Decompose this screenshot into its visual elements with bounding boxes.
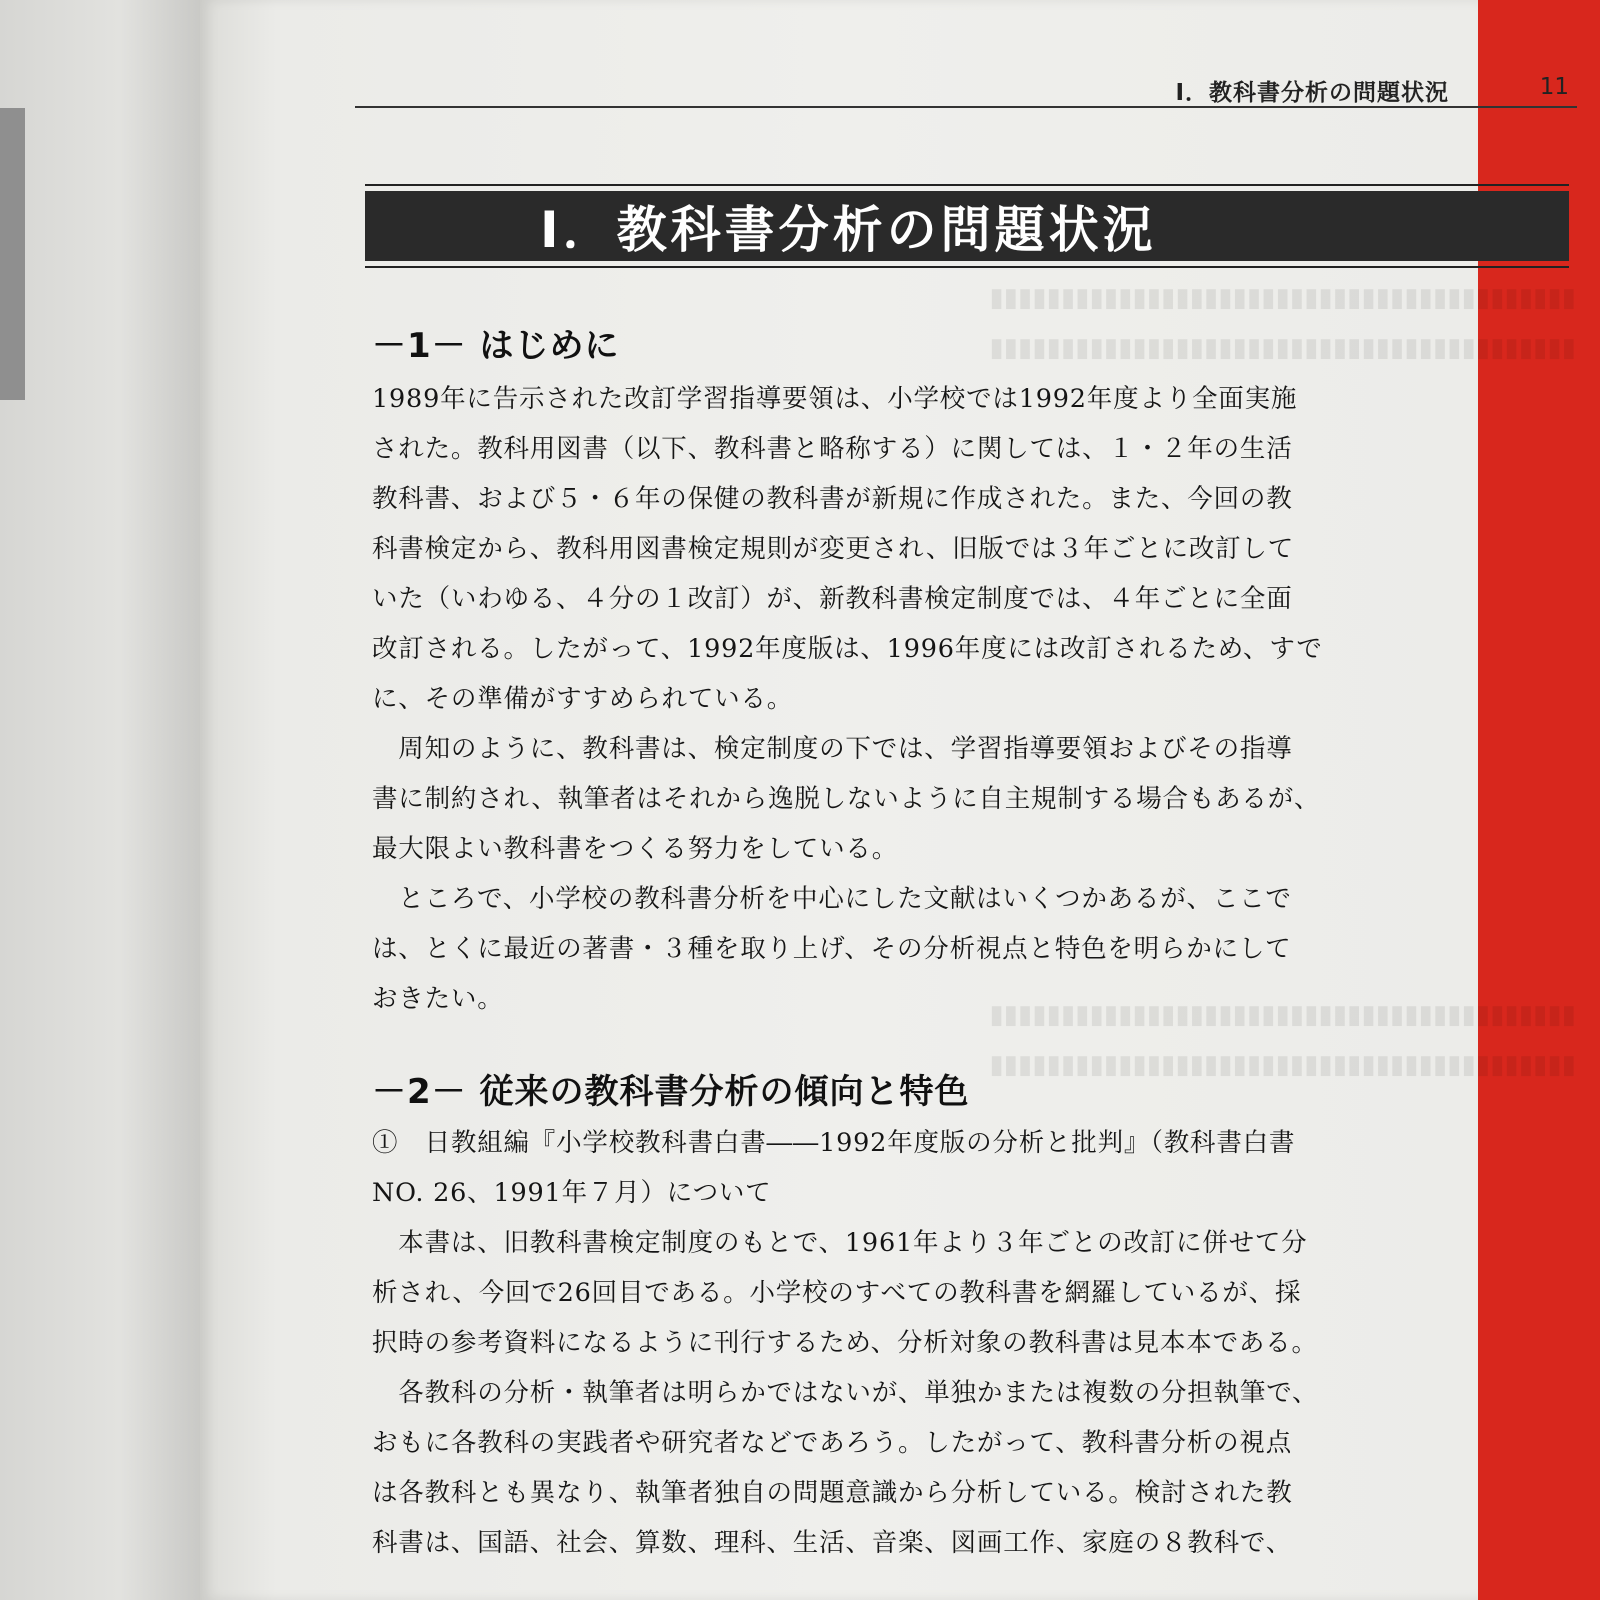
show-through-text: ▮▮▮▮▮▮▮▮▮▮▮▮▮▮▮▮▮▮▮▮▮▮▮▮▮▮▮▮▮▮▮▮▮▮▮▮▮▮▮▮▮	[989, 333, 1576, 363]
body-line: いた（いわゆる、４分の１改訂）が、新教科書検定制度では、４年ごとに全面	[372, 584, 1293, 614]
page-number: 11	[1539, 74, 1569, 100]
body-line: 改訂される。したがって、1992年度版は、1996年度には改訂されるため、すで	[372, 634, 1323, 664]
show-through-text: ▮▮▮▮▮▮▮▮▮▮▮▮▮▮▮▮▮▮▮▮▮▮▮▮▮▮▮▮▮▮▮▮▮▮▮▮▮▮▮▮▮	[989, 1050, 1576, 1080]
running-title: Ⅰ．教科書分析の問題状況	[1175, 80, 1449, 106]
body-line: 本書は、旧教科書検定制度のもとで、1961年より３年ごとの改訂に併せて分	[372, 1228, 1308, 1258]
body-line: 教科書、および５・６年の保健の教科書が新規に作成された。また、今回の教	[372, 484, 1293, 514]
body-line: 各教科の分析・執筆者は明らかではないが、単独かまたは複数の分担執筆で、	[372, 1378, 1319, 1408]
section-2-body	[372, 1118, 1570, 1568]
body-line: 析され、今回で26回目である。小学校のすべての教科書を網羅しているが、採	[372, 1278, 1302, 1308]
body-line: ① 日教組編『小学校教科書白書――1992年度版の分析と批判』（教科書白書	[372, 1128, 1296, 1158]
body-line: 択時の参考資料になるように刊行するため、分析対象の教科書は見本本である。	[372, 1328, 1318, 1358]
book-page	[200, 0, 1576, 1600]
show-through-text: ▮▮▮▮▮▮▮▮▮▮▮▮▮▮▮▮▮▮▮▮▮▮▮▮▮▮▮▮▮▮▮▮▮▮▮▮▮▮▮▮▮	[989, 283, 1576, 313]
body-line: 書に制約され、執筆者はそれから逸脱しないように自主規制する場合もあるが、	[372, 784, 1321, 814]
chapter-title-banner	[365, 184, 1569, 268]
body-line: 科書は、国語、社会、算数、理科、生活、音楽、図画工作、家庭の８教科で、	[372, 1528, 1292, 1558]
chapter-title: Ⅰ．教科書分析の問題状況	[540, 201, 1157, 259]
section-heading-2: －2－ 従来の教科書分析の傾向と特色	[372, 1072, 970, 1112]
body-line: おきたい。	[372, 984, 504, 1014]
body-line: ところで、小学校の教科書分析を中心にした文献はいくつかあるが、ここで	[372, 884, 1292, 914]
body-line: 最大限よい教科書をつくる努力をしている。	[372, 834, 899, 864]
body-line: 科書検定から、教科用図書検定規則が変更され、旧版では３年ごとに改訂して	[372, 534, 1295, 564]
body-line: は各教科とも異なり、執筆者独自の問題意識から分析している。検討された教	[372, 1478, 1293, 1508]
body-line: おもに各教科の実践者や研究者などであろう。したがって、教科書分析の視点	[372, 1428, 1292, 1458]
body-line: された。教科用図書（以下、教科書と略称する）に関しては、１・２年の生活	[372, 434, 1293, 464]
body-line: に、その準備がすすめられている。	[372, 684, 794, 714]
section-heading-1: －1－ はじめに	[372, 326, 620, 366]
section-1-body	[372, 374, 1570, 1024]
body-line: 周知のように、教科書は、検定制度の下では、学習指導要領およびその指導	[372, 734, 1293, 764]
show-through-text: ▮▮▮▮▮▮▮▮▮▮▮▮▮▮▮▮▮▮▮▮▮▮▮▮▮▮▮▮▮▮▮▮▮▮▮▮▮▮▮▮▮	[989, 1000, 1576, 1030]
body-line: NO. 26、1991年７月）について	[372, 1178, 772, 1208]
running-header	[355, 72, 1577, 108]
page-tab-marker	[0, 108, 25, 400]
body-line: は、とくに最近の著書・３種を取り上げ、その分析視点と特色を明らかにして	[372, 934, 1292, 964]
body-line: 1989年に告示された改訂学習指導要領は、小学校では1992年度より全面実施	[372, 384, 1298, 414]
previous-page-edge	[0, 0, 200, 1600]
